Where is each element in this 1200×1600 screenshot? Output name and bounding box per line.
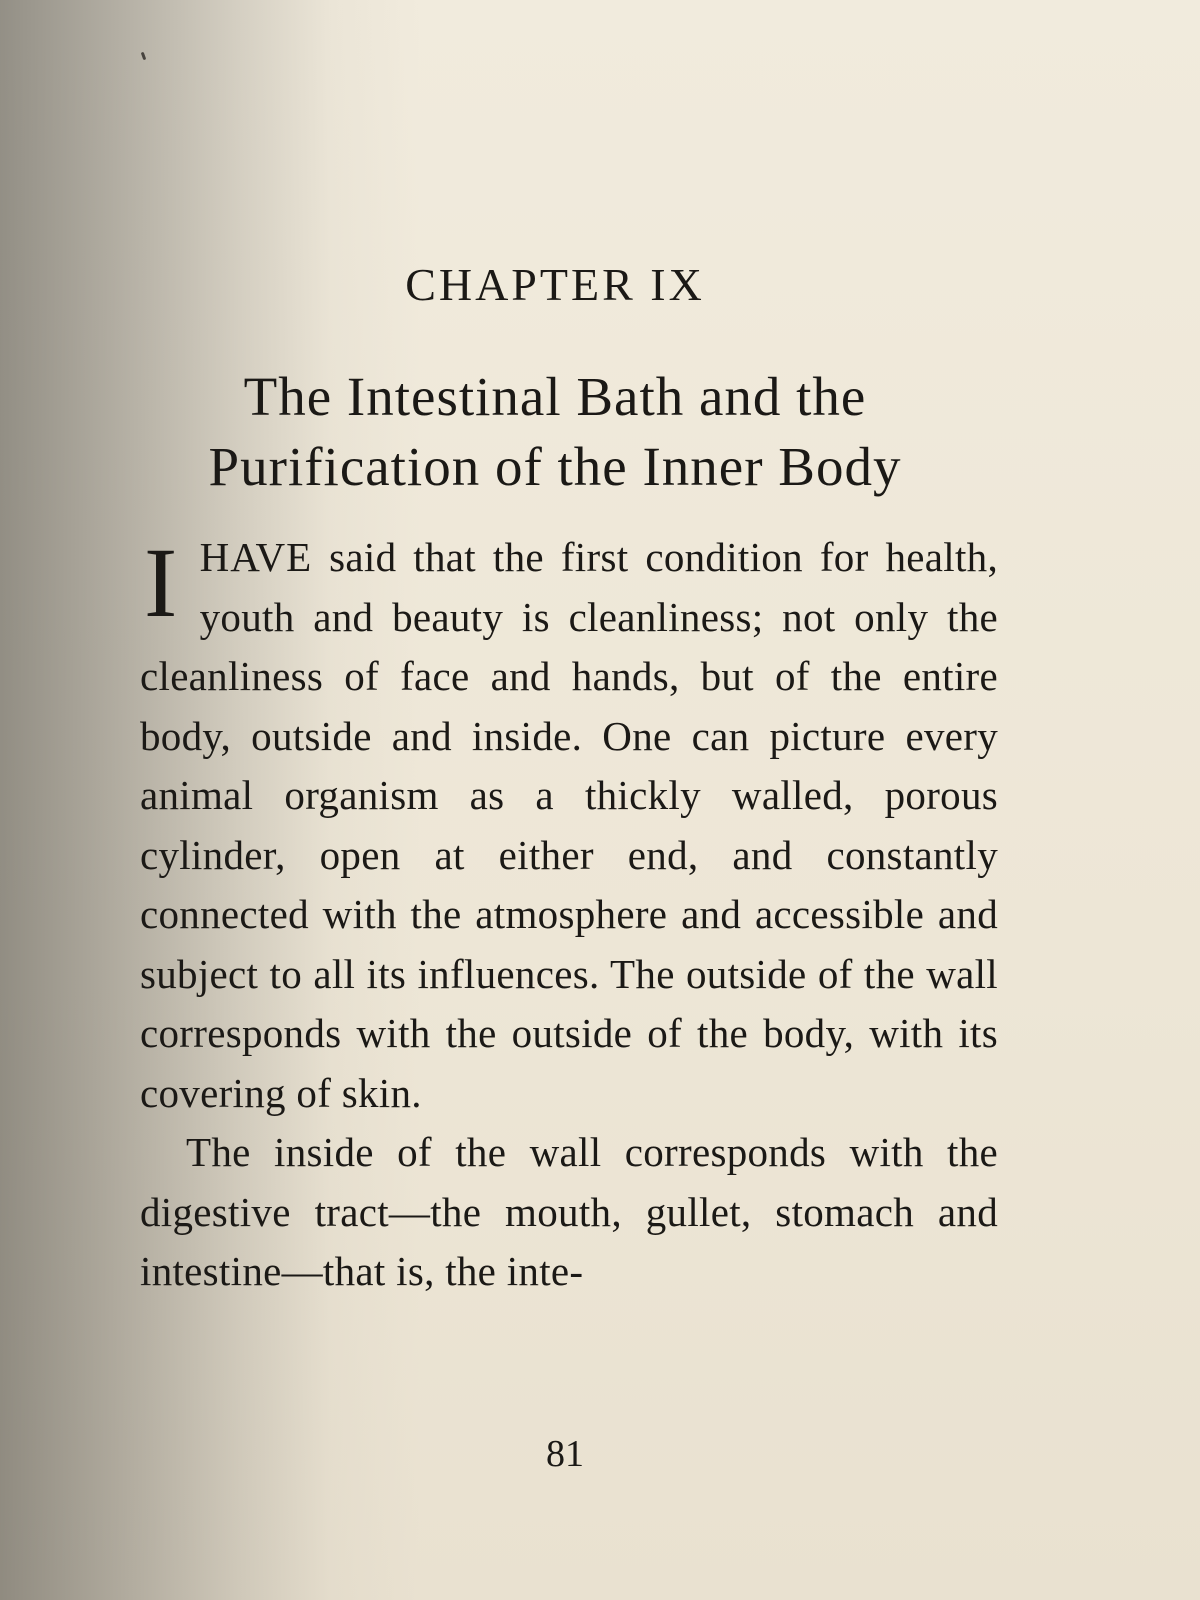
paragraph-2: The inside of the wall corresponds with the digestive tract—the mouth, gullet, stomach and intestine—that is, the inte- <box>140 1129 998 1294</box>
paragraph-1 <box>140 528 998 1123</box>
drop-cap: I <box>144 527 178 638</box>
chapter-title <box>0 362 1110 502</box>
chapter-title-line-1: The Intestinal Bath and the <box>243 366 867 427</box>
body-text <box>140 528 998 1302</box>
chapter-heading: CHAPTER IX <box>405 259 705 310</box>
page-number: 81 <box>546 1433 584 1475</box>
paragraph-1-text: said that the first condition for health, youth and beauty is cleanliness; not only the cleanliness of face and hands, but of the entire body, outside and inside. One can picture every animal organism as a thickly walled, porous cylinder, open at either end, and constantly connected with the atmosphere and accessible and subject to all its influences. The outside of the wall corresponds with the outside of the body, with its covering of skin. <box>140 534 998 1116</box>
lead-caps: HAVE <box>199 534 313 580</box>
ink-speck <box>141 52 147 61</box>
chapter-title-line-2: Purification of the Inner Body <box>208 436 902 497</box>
